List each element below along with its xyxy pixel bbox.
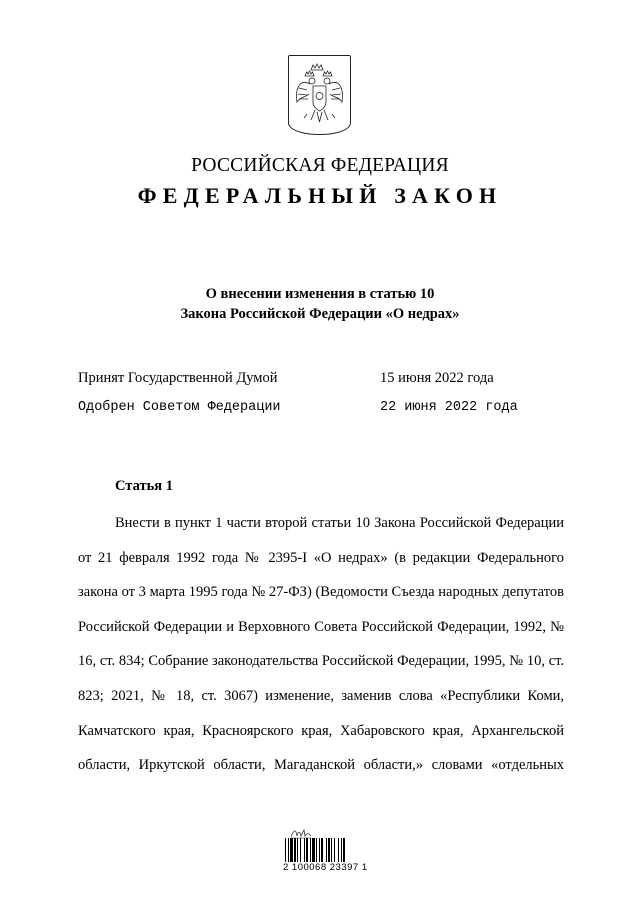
country-name: РОССИЙСКАЯ ФЕДЕРАЦИЯ <box>191 155 449 176</box>
law-subject-line-2: Закона Российской Федерации «О недрах» <box>180 306 460 322</box>
adopted-by-duma-label: Принят Государственной Думой <box>78 370 278 386</box>
coat-of-arms-icon <box>288 55 351 135</box>
document-barcode <box>285 838 375 862</box>
article-heading: Статья 1 <box>115 478 173 494</box>
law-subject-line-1: О внесении изменения в статью 10 <box>205 286 435 302</box>
document-type-title: ФЕДЕРАЛЬНЫЙ ЗАКОН <box>137 183 503 208</box>
signature-mark-icon <box>290 826 312 838</box>
approved-by-council-label: Одобрен Советом Федерации <box>78 400 281 415</box>
adopted-by-duma-date: 15 июня 2022 года <box>380 370 494 386</box>
barcode-number: 2 100068 23397 1 <box>283 862 368 873</box>
law-subject <box>0 284 640 324</box>
article-body: Внести в пункт 1 части второй статьи 10 Закона Российской Федерации от 21 февраля 1992 года № 2395-I «О недрах» (в редакции Федерального закона от 3 марта 1995 года № 27-ФЗ) (Ведомости Съезда народных депутатов Российской Федерации и Верховного Совета Российской Федерации, 1992, № 16, ст. 834; Собрание законодательства Российской Федерации, 1995, № 10, ст. 823; 2021, № 18, ст. 3067) изменение, заменив слова «Республики Коми, Камчатского края, Красноярского края, Хабаровского края, Архангельской области, Иркутской области, Магаданской области,» словами «отдельных <box>78 515 564 774</box>
approved-by-council-date: 22 июня 2022 года <box>380 400 518 415</box>
